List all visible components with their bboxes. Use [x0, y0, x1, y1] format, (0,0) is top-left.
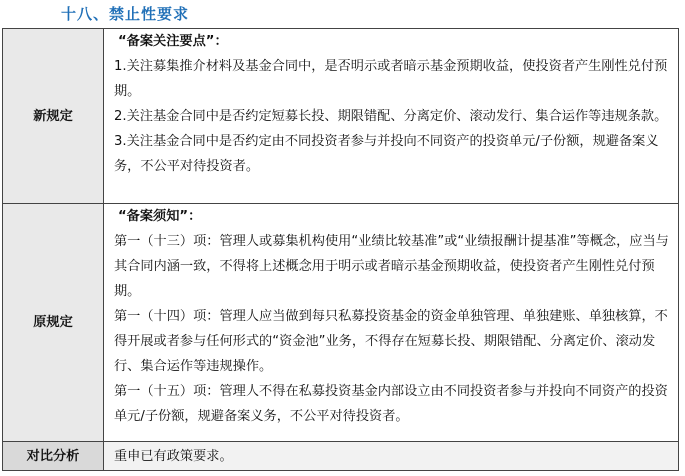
row-content-new [104, 29, 679, 204]
table-row-new-rules [3, 29, 679, 204]
table-row-analysis [3, 442, 679, 471]
paragraph: 第一（十三）项：管理人或募集机构使用“业绩比较基准”或“业绩报酬计提基准”等概念，应当与其合同内涵一致，不得将上述概念用于明示或者暗示基金预期收益，使投资者产生刚性兑付预期。 [114, 234, 669, 299]
row-content-analysis: 重申已有政策要求。 [104, 442, 679, 471]
table-row-old-rules [3, 204, 679, 442]
paragraph: 2.关注基金合同中是否约定短募长投、期限错配、分离定价、滚动发行、集合运作等违规条款。 [114, 109, 668, 124]
paragraph: 第一（十四）项：管理人应当做到每只私募投资基金的资金单独管理、单独建账、单独核算，不得开展或者参与任何形式的“资金池”业务，不得存在短募长投、期限错配、分离定价、滚动发行、集合运作等违规操作。 [114, 309, 668, 374]
subtitle-old: “备案须知”： [118, 209, 202, 224]
paragraph: 3.关注基金合同中是否约定由不同投资者参与并投向不同资产的投资单元/子份额，规避备案义务，不公平对待投资者。 [114, 134, 659, 174]
paragraph: 第一（十五）项：管理人不得在私募投资基金内部设立由不同投资者参与并投向不同资产的投资单元/子份额，规避备案义务，不公平对待投资者。 [114, 384, 668, 424]
comparison-table [2, 28, 679, 471]
subtitle-new: “备案关注要点”： [118, 34, 228, 49]
section-heading: 十八、禁止性要求 [61, 5, 190, 23]
row-content-old [104, 204, 679, 442]
row-label-analysis: 对比分析 [3, 442, 104, 471]
paragraph: 1.关注募集推介材料及基金合同中，是否明示或者暗示基金预期收益，使投资者产生刚性兑付预期。 [114, 59, 668, 99]
row-label-new: 新规定 [3, 29, 104, 204]
row-label-old: 原规定 [3, 204, 104, 442]
